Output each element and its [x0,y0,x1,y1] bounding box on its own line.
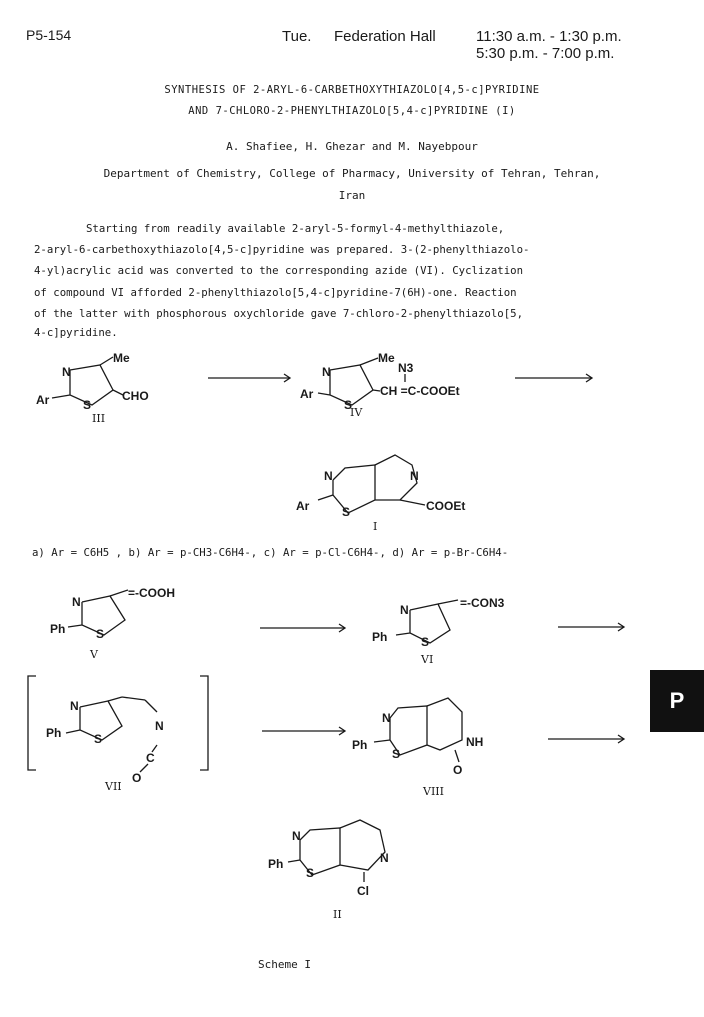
compound-VIII-nh: NH [466,735,484,749]
compound-VI-s: S [421,635,430,649]
paper-title-line-2: AND 7-CHLORO-2-PHENYLTHIAZOLO[5,4-c]PYRIDINE (I) [188,105,516,117]
compound-IV-chain: CH =C-COOEt [380,384,460,398]
compound-IV-ar: Ar [300,387,314,401]
compound-VIII-s: S [392,747,401,761]
compound-I-pyridine-n: N [410,469,419,483]
compound-VIII-structure [374,698,462,762]
compound-VI-azide: =-CON3 [460,596,505,610]
compound-VII-n: N [70,699,79,713]
paper-title-line-1: SYNTHESIS OF 2-ARYL-6-CARBETHOXYTHIAZOLO[4,5-c]PYRIDINE [164,84,540,96]
scheme-caption: Scheme I [258,958,311,971]
compound-I-structure [318,455,425,513]
compound-III-cho: CHO [122,389,149,403]
session-time-2: 5:30 p.m. - 7:00 p.m. [476,45,615,62]
compound-II-n: N [292,829,301,843]
compound-V-label: V [90,648,98,661]
compound-V-s: S [96,627,105,641]
compound-III-s: S [83,398,92,412]
compound-I-ester: COOEt [426,499,466,513]
affiliation-line-1: Department of Chemistry, College of Pharmacy, University of Tehran, Tehran, [103,167,601,180]
compound-VII-iso-c: C [146,751,155,765]
compound-IV-n: N [322,365,331,379]
affiliation-line-2: Iran [338,189,366,202]
compound-IV-me: Me [378,351,395,365]
author-list: A. Shafiee, H. Ghezar and M. Nayebpour [226,140,478,153]
compound-VII-structure [66,697,157,772]
compound-VIII-ph: Ph [352,738,368,752]
compound-III-ar: Ar [36,393,50,407]
compound-VII-ph: Ph [46,726,62,740]
abstract-line: of compound VI afforded 2-phenylthiazolo[5,4-c]pyridine-7(6H)-one. Reaction [34,286,517,299]
abstract-line: 4-yl)acrylic acid was converted to the corresponding azide (VI). Cyclization [34,264,524,277]
compound-IV-s: S [344,398,353,412]
compound-VI-ph: Ph [372,630,388,644]
compound-I-label: I [373,520,378,533]
compound-II-label: II [333,908,342,921]
compound-VI-n: N [400,603,409,617]
section-badge: P [650,670,704,732]
session-time-1: 11:30 a.m. - 1:30 p.m. [476,28,622,45]
session-day: Tue. [282,28,312,45]
compound-VII-iso-o: O [132,771,142,785]
abstract-code: P5-154 [26,27,72,43]
abstract-line: 4-c]pyridine. [34,326,118,339]
compound-V-ph: Ph [50,622,66,636]
compound-II-s: S [306,866,315,880]
compound-III-me: Me [113,351,130,365]
compound-II-cl: Cl [357,884,369,898]
abstract-line: 2-aryl-6-carbethoxythiazolo[4,5-c]pyridine was prepared. 3-(2-phenylthiazolo- [34,243,530,256]
compound-II-structure [288,820,385,882]
compound-I-n: N [324,469,333,483]
compound-I-ar: Ar [296,499,310,513]
compound-I-s: S [342,505,351,519]
compound-II-pyridine-n: N [380,851,389,865]
compound-VII-iso-n: N [155,719,164,733]
abstract-line: Starting from readily available 2-aryl-5-formyl-4-methylthiazole, [86,222,505,235]
compound-II-ph: Ph [268,857,284,871]
compound-VIII-label: VIII [423,785,444,798]
session-venue: Federation Hall [334,28,436,45]
compound-III-n: N [62,365,71,379]
compound-IV-n3: N3 [398,361,414,375]
compound-VIII-n: N [382,711,391,725]
abstract-line: of the latter with phosphorous oxychloride gave 7-chloro-2-phenylthiazolo[5, [34,307,524,320]
compound-VII-s: S [94,732,103,746]
compound-V-acid: =-COOH [128,586,176,600]
compound-III-label: III [92,412,106,425]
compound-V-n: N [72,595,81,609]
compound-IV-label: IV [350,406,363,419]
compound-VII-label: VII [105,780,122,793]
compound-VI-label: VI [421,653,434,666]
substituent-definitions: a) Ar = C6H5 , b) Ar = p-CH3-C6H4-, c) Ar = p-Cl-C6H4-, d) Ar = p-Br-C6H4- [32,546,509,559]
compound-VIII-o: O [453,763,463,777]
